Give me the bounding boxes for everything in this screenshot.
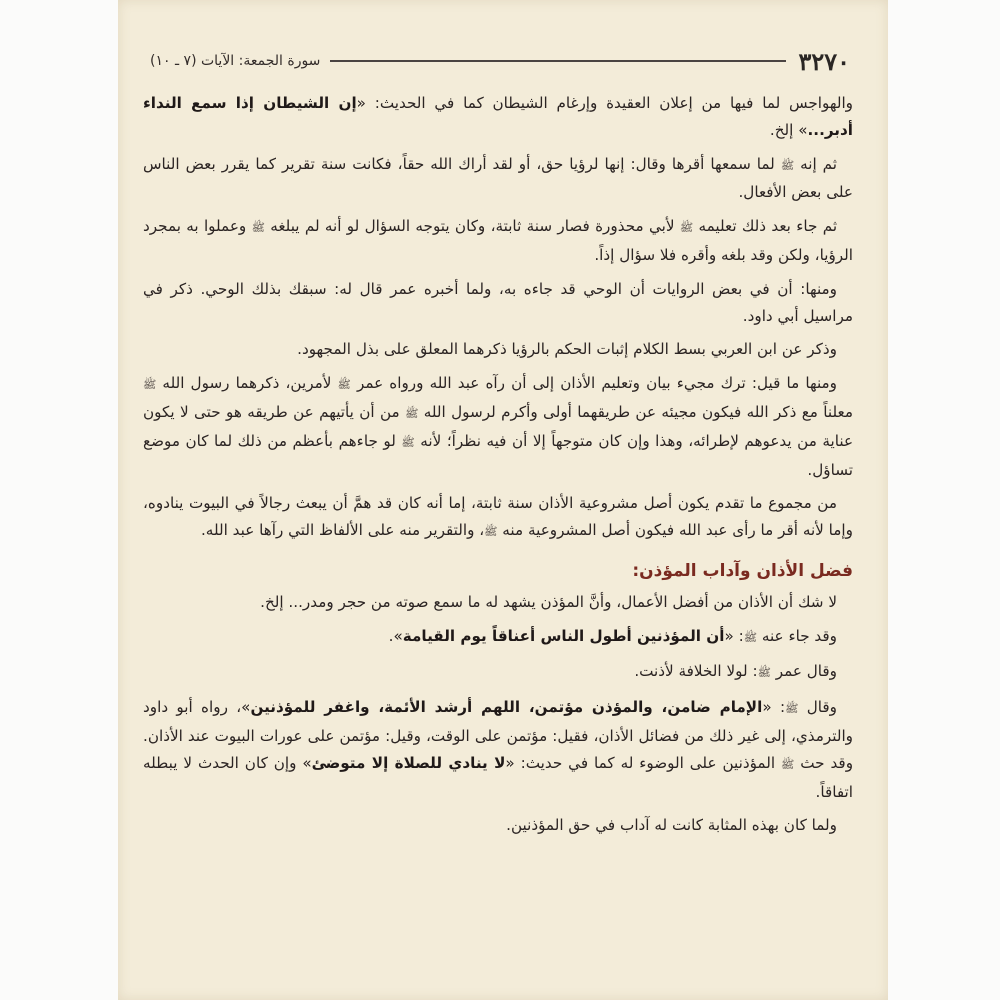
page-body: [143, 90, 853, 846]
text: والهواجس لما فيها من إعلان العقيدة وإرغام الشيطان كما في الحديث: «: [356, 94, 854, 112]
hadith-quote: لا ينادي للصلاة إلا متوضئ: [311, 753, 506, 772]
paragraph-5: وذكر عن ابن العربي بسط الكلام إثبات الحكم بالرؤيا ذكرهما المعلق على بذل المجهود.: [297, 340, 837, 359]
text: معلناً مع ذكر الله فيكون مجيئه عن طريقهما أولى وأكرم لرسول الله: [423, 402, 854, 421]
text: وقال: [806, 698, 837, 717]
salawat-glyph: ﷺ: [401, 435, 415, 449]
paragraph-12: ولما كان بهذه المثابة كانت له آداب في حق المؤذنين.: [506, 816, 837, 835]
text: وعملوا به بمجرد الرؤيا، ولكن وقد بلغه وأقره فلا سؤال إذاً.: [143, 217, 853, 264]
text: وقد جاء عنه: [761, 626, 837, 645]
text: : «: [724, 626, 744, 645]
hadith-quote: الإمام ضامن، والمؤذن مؤتمن، اللهم أرشد الأئمة، واغفر للمؤذنين: [250, 698, 763, 717]
text: لأبي محذورة فصار سنة ثابتة، وكان يتوجه السؤال لو أنه لم يبلغه: [270, 217, 675, 236]
paragraph-10: [143, 658, 853, 687]
text: : «: [762, 698, 786, 717]
text: ، والتقرير منه على الألفاظ التي رآها عبد الله.: [200, 521, 485, 540]
salawat-glyph: ﷺ: [780, 158, 795, 172]
text: ومنها ما قيل: ترك مجيء بيان وتعليم الأذان إلى أن رآه عبد الله ورواه عمر: [356, 374, 838, 393]
text: لو جاءهم بأعظم من ذلك لما كان موضع تساؤل.: [143, 431, 853, 479]
paragraph-11: [143, 694, 853, 805]
salawat-glyph: ﷺ: [757, 666, 771, 680]
paragraph-1: [143, 90, 853, 144]
section-heading: فضل الأذان وآداب المؤذن:: [632, 560, 853, 581]
paragraph-2: [143, 151, 853, 207]
text: لما سمعها أقرها وقال: إنها لرؤيا حق، أو لقد أراك الله حقاً، فكانت سنة تقرير كما يقرر بعض الناس على بعض الأفعال.: [143, 154, 853, 202]
page-header: [150, 46, 850, 76]
text: من أن يأتيهم عن طريقه هو حتى لا يكون عناية من يدعوهم لإطرائه، وهذا وإن كان متوجهاً إلا أن فيه نظراً؛ لأنه: [143, 402, 854, 450]
salawat-glyph: ﷺ: [743, 630, 757, 644]
text: من مجموع ما تقدم يكون أصل مشروعية الأذان سنة ثابتة، إما أنه كان قد همَّ أن يبعث رجالاً في البيوت ينادوه، وإما لأنه أقر ما رأى عبد الله فيكون أصل المشروعية منه: [143, 494, 853, 540]
paragraph-3: [143, 213, 853, 269]
salawat-glyph: ﷺ: [405, 406, 419, 420]
header-rule: [330, 60, 786, 62]
text: المؤذنين على الوضوء له كما في حديث: «: [505, 753, 776, 772]
text: » وإن كان الحدث لا يبطله اتفاقاً.: [143, 753, 853, 801]
running-head: سورة الجمعة: الآيات (٧ ـ ١٠): [150, 53, 321, 69]
salawat-glyph: ﷺ: [679, 221, 694, 235]
text: لأمرين، ذكرهما رسول الله: [162, 374, 332, 393]
salawat-glyph: ﷺ: [484, 525, 498, 539]
hadith-quote: أن المؤذنين أطول الناس أعناقاً يوم القيامة: [402, 626, 725, 645]
salawat-glyph: ﷺ: [785, 702, 799, 716]
salawat-glyph: ﷺ: [337, 378, 351, 392]
paragraph-4: ومنها: أن في بعض الروايات أن الوحي قد جاءه به، ولما أخبره عمر قال له: سبقك بذلك الوحي. ذكر في مراسيل أبي داود.: [143, 279, 853, 325]
salawat-glyph: ﷺ: [781, 757, 795, 771]
paragraph-8: لا شك أن الأذان من أفضل الأعمال، وأنَّ المؤذن يشهد له ما سمع صوته من حجر ومدر... إلخ.: [260, 592, 837, 611]
page-number: ٣٢٧٠: [798, 46, 850, 76]
text: وقال عمر: [775, 662, 837, 681]
paragraph-7: [143, 490, 853, 546]
hadith-quote: إن الشيطان إذا سمع النداء أدبر...: [143, 94, 853, 139]
paragraph-9: [143, 623, 853, 652]
text: ».: [388, 626, 403, 645]
text: ثم جاء بعد ذلك تعليمه: [698, 217, 838, 236]
text: ثم إنه: [800, 154, 838, 173]
text: »، رواه أبو داود والترمذي، إلى غير ذلك من فضائل الأذان، فقيل: مؤتمن على الوقت، وقيل: مؤتمن على عورات البيوت عند الأذان. وقد حث: [143, 698, 854, 772]
paragraph-6: [143, 370, 853, 483]
text: » إلخ.: [769, 120, 808, 139]
text: : لولا الخلافة لأذنت.: [634, 662, 758, 681]
salawat-glyph: ﷺ: [251, 221, 265, 235]
salawat-glyph: ﷺ: [143, 378, 157, 392]
